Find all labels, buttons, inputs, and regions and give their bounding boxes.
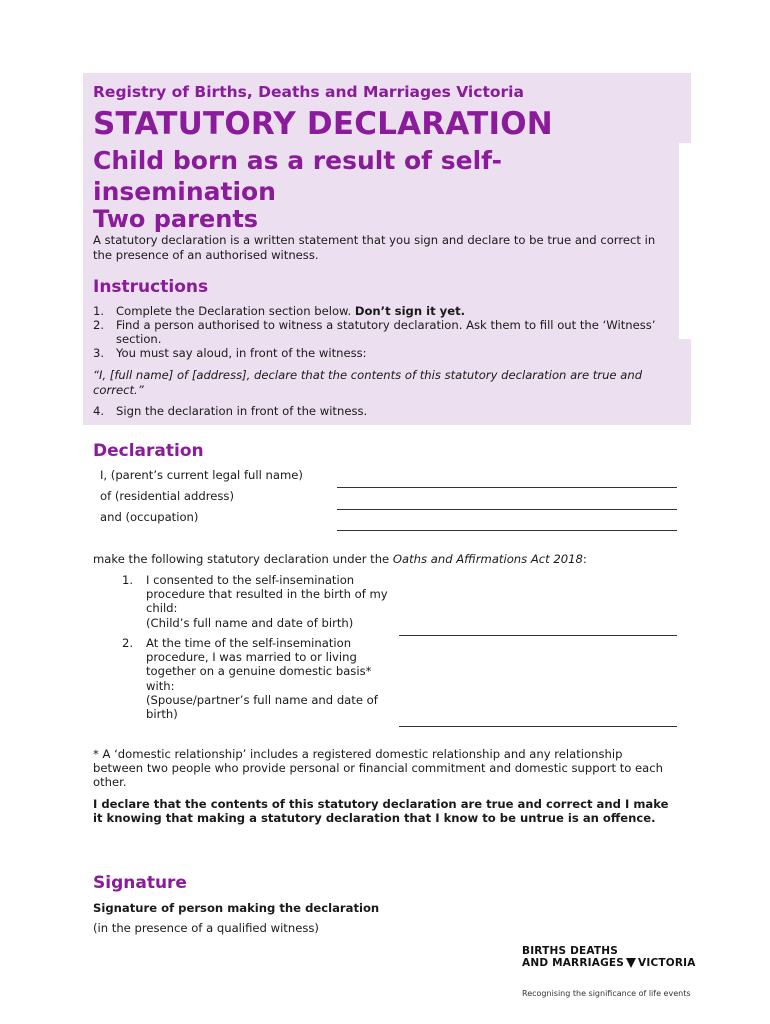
victoria-triangle-icon	[626, 958, 636, 968]
clause-1: 1. I consented to the self-insemination procedure that resulted in the birth of my child: (Child’s full name and date of birth)	[122, 573, 388, 630]
signature-note: (in the presence of a qualified witness)	[93, 921, 319, 935]
address-field[interactable]	[337, 509, 677, 510]
occupation-label: and (occupation)	[100, 510, 199, 524]
registry-name: Registry of Births, Deaths and Marriages Victoria	[93, 83, 524, 101]
address-label: of (residential address)	[100, 489, 234, 503]
logo-tagline: Recognising the significance of life events	[522, 989, 691, 998]
list-item: 4. Sign the declaration in front of the witness.	[93, 404, 368, 418]
spouse-name-field[interactable]	[399, 726, 677, 727]
document-subtitle: Child born as a result of self-insemination	[93, 146, 502, 206]
signature-heading: Signature	[93, 873, 187, 893]
instructions-list-4	[93, 404, 678, 418]
declaration-quote: “I, [full name] of [address], declare that the contents of this statutory declaration are true and correct.”	[93, 368, 643, 397]
panel-edge-cut	[679, 143, 691, 339]
document-subtitle-2: Two parents	[93, 205, 259, 233]
signature-label: Signature of person making the declaration	[93, 901, 380, 915]
intro-text: A statutory declaration is a written statement that you sign and declare to be true and correct in the presence of an authorised witness.	[93, 233, 656, 262]
instructions-list	[93, 304, 678, 360]
full-name-field[interactable]	[337, 487, 677, 488]
list-item: 1. Complete the Declaration section below. Don’t sign it yet.	[93, 304, 466, 318]
list-item: 2. Find a person authorised to witness a statutory declaration. Ask them to fill out the ‘Witness’ section.	[93, 318, 656, 346]
footnote: * A ‘domestic relationship’ includes a registered domestic relationship and any relationship between two people who provide personal or financial commitment and domestic support to each other.	[93, 747, 664, 790]
document-title: STATUTORY DECLARATION	[93, 106, 553, 142]
declaration-heading: Declaration	[93, 441, 204, 461]
child-name-field[interactable]	[399, 635, 677, 636]
instructions-heading: Instructions	[93, 277, 209, 297]
full-name-label: I, (parent’s current legal full name)	[100, 468, 303, 482]
declaration-statement: I declare that the contents of this statutory declaration are true and correct and I make it knowing that making a statutory declaration that I know to be untrue is an offence.	[93, 797, 669, 826]
make-declaration-text: make the following statutory declaration under the Oaths and Affirmations Act 2018:	[93, 552, 587, 566]
bdm-victoria-logo: BIRTHS DEATHS AND MARRIAGES VICTORIA Recognising the significance of life events	[522, 945, 712, 998]
occupation-field[interactable]	[337, 530, 677, 531]
clause-2: 2. At the time of the self-insemination procedure, I was married to or living together on a genuine domestic basis* with: (Spouse/partner’s full name and date of birth)	[122, 636, 378, 722]
list-item: 3. You must say aloud, in front of the witness:	[93, 346, 367, 360]
